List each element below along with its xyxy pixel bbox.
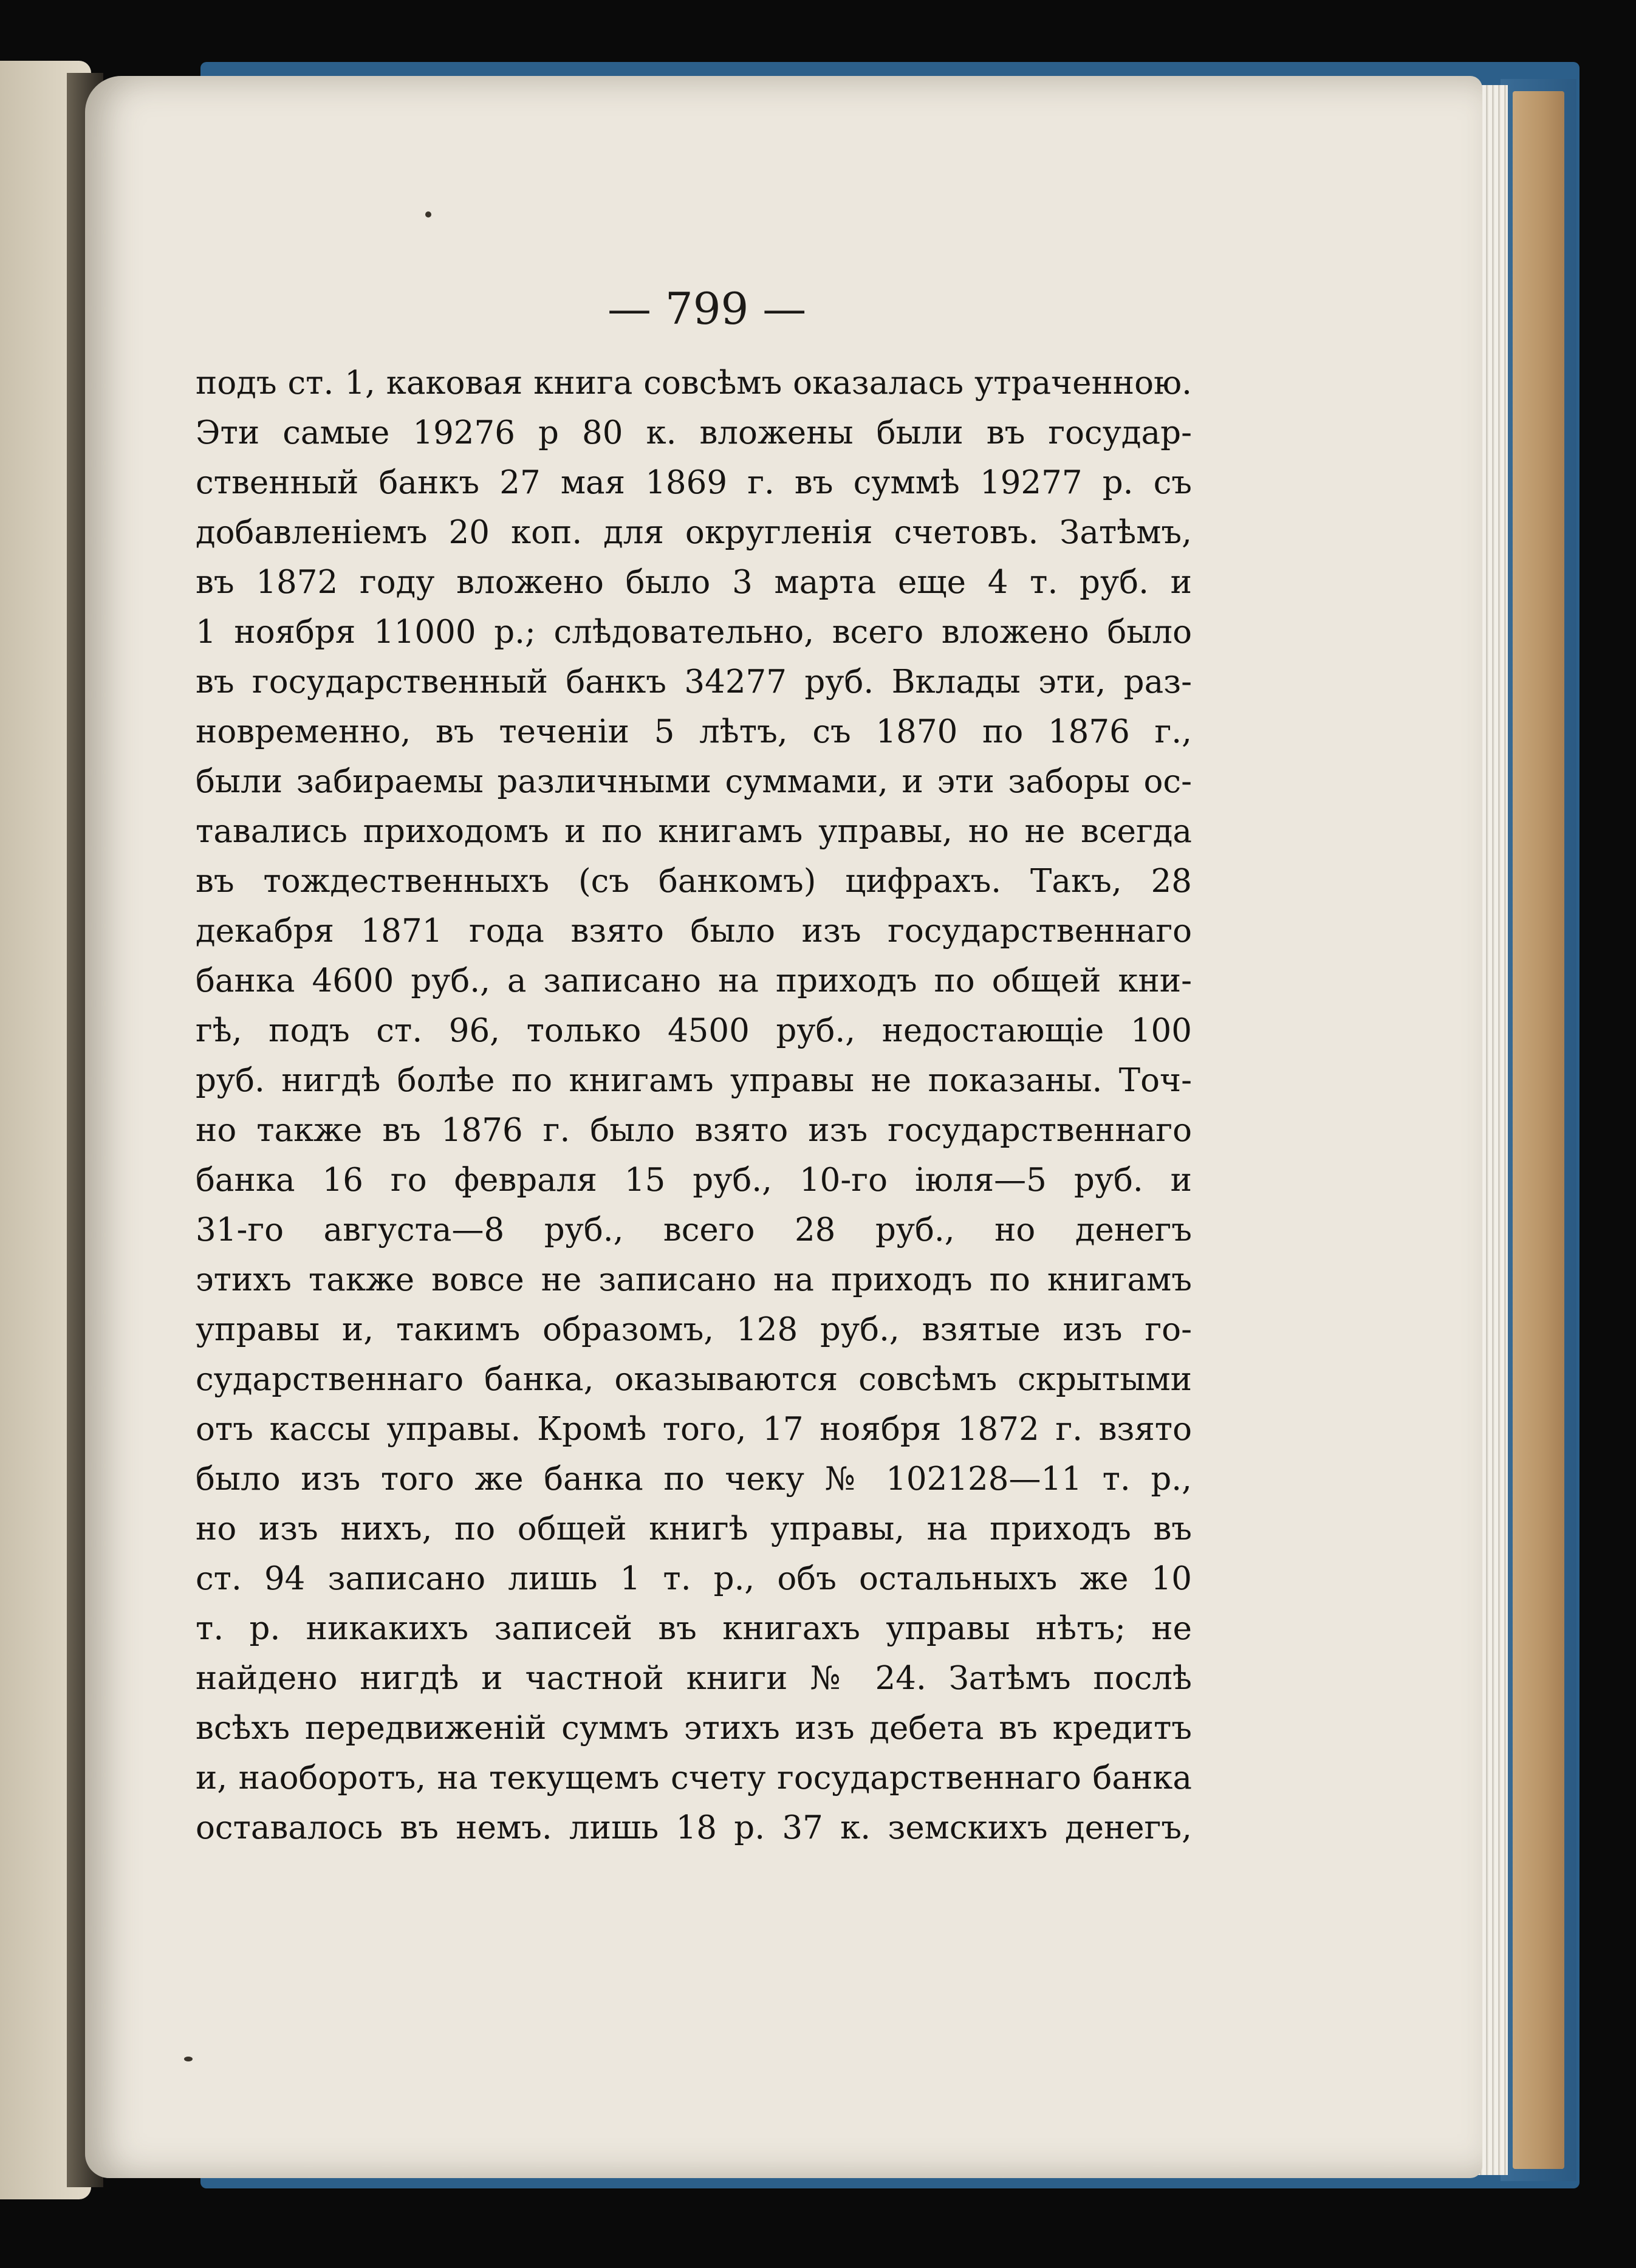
- page-number: — 799 —: [608, 283, 807, 334]
- text-line: въ государственный банкъ 34277 руб. Вклады эти, раз-: [196, 663, 1192, 701]
- paper-speck: [425, 211, 431, 218]
- text-line: Эти самые 19276 р 80 к. вложены были въ государ-: [196, 414, 1192, 451]
- page-body-text: [196, 358, 1192, 1853]
- text-line: въ тождественныхъ (съ банкомъ) цифрахъ. Такъ, 28: [196, 863, 1192, 900]
- text-line: 31-го августа—8 руб., всего 28 руб., но денегъ: [196, 1211, 1192, 1249]
- text-line: гѣ, подъ ст. 96, только 4500 руб., недостающіе 100: [196, 1012, 1192, 1049]
- text-line: было изъ того же банка по чеку № 102128—11 т. р.,: [196, 1461, 1192, 1498]
- book-board-edge: [1513, 91, 1564, 2169]
- text-line: но изъ нихъ, по общей книгѣ управы, на приходъ въ: [196, 1510, 1192, 1547]
- text-line: новременно, въ теченіи 5 лѣтъ, съ 1870 по 1876 г.,: [196, 713, 1192, 750]
- text-line: въ 1872 году вложено было 3 марта еще 4 т. руб. и: [196, 564, 1192, 601]
- text-line: но также въ 1876 г. было взято изъ государственнаго: [196, 1112, 1192, 1149]
- text-line: добавленіемъ 20 коп. для округленія счетовъ. Затѣмъ,: [196, 514, 1192, 551]
- paper-speck: [184, 2057, 193, 2061]
- text-line: банка 16 го февраля 15 руб., 10-го іюля—5 руб. и: [196, 1162, 1192, 1199]
- text-line: найдено нигдѣ и частной книги № 24. Затѣмъ послѣ: [196, 1660, 1192, 1697]
- text-line: ственный банкъ 27 мая 1869 г. въ суммѣ 19277 р. съ: [196, 464, 1192, 501]
- text-line: и, наоборотъ, на текущемъ счету государственнаго банка: [196, 1759, 1192, 1797]
- text-line: этихъ также вовсе не записано на приходъ по книгамъ: [196, 1261, 1192, 1298]
- text-line: тавались приходомъ и по книгамъ управы, но не всегда: [196, 813, 1192, 850]
- text-line: банка 4600 руб., а записано на приходъ по общей кни-: [196, 962, 1192, 999]
- text-line: т. р. никакихъ записей въ книгахъ управы нѣтъ; не: [196, 1610, 1192, 1647]
- text-line: руб. нигдѣ болѣе по книгамъ управы не показаны. Точ-: [196, 1062, 1192, 1099]
- text-line: 1 ноября 11000 р.; слѣдовательно, всего вложено было: [196, 614, 1192, 651]
- text-line: оставалось въ немъ. лишь 18 р. 37 к. земскихъ денегъ,: [196, 1809, 1192, 1846]
- text-line: управы и, такимъ образомъ, 128 руб., взятые изъ го-: [196, 1311, 1192, 1348]
- text-line: отъ кассы управы. Кромѣ того, 17 ноября 1872 г. взято: [196, 1411, 1192, 1448]
- text-line: декабря 1871 года взято было изъ государственнаго: [196, 913, 1192, 950]
- text-line: подъ ст. 1, каковая книга совсѣмъ оказалась утраченною.: [196, 365, 1192, 402]
- text-line: сударственнаго банка, оказываются совсѣмъ скрытыми: [196, 1361, 1192, 1398]
- text-line: ст. 94 записано лишь 1 т. р., объ остальныхъ же 10: [196, 1560, 1192, 1597]
- text-line: всѣхъ передвиженій суммъ этихъ изъ дебета въ кредитъ: [196, 1710, 1192, 1747]
- text-line: были забираемы различными суммами, и эти заборы ос-: [196, 763, 1192, 800]
